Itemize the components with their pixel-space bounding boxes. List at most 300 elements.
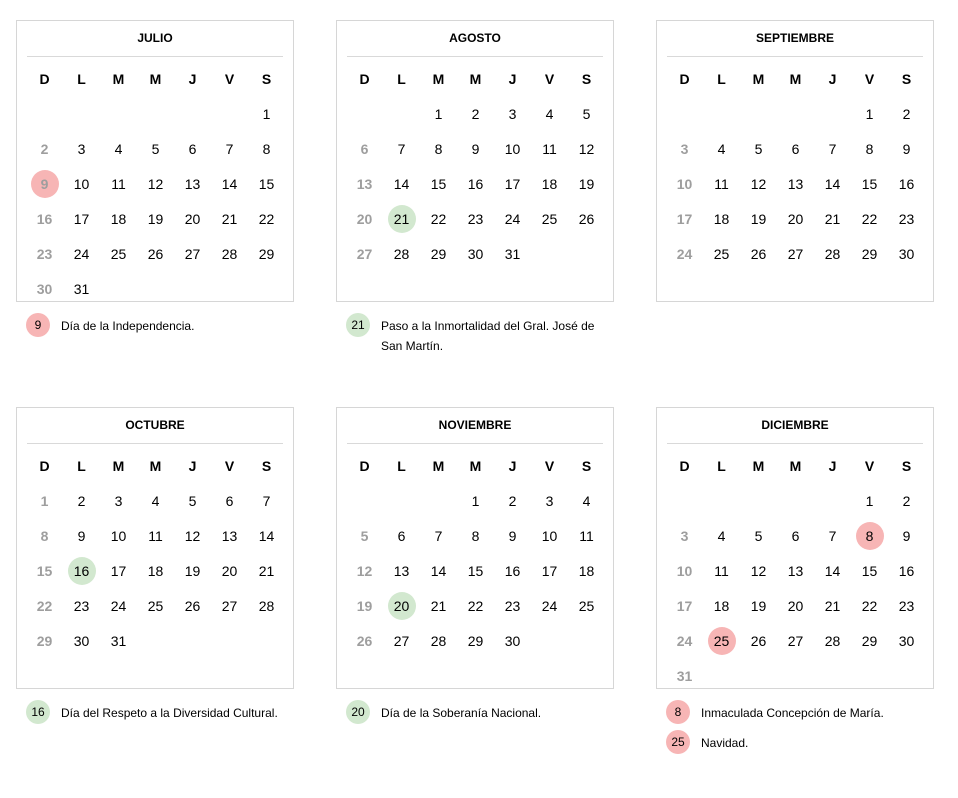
day-cell bbox=[740, 588, 777, 623]
day-number: 11 bbox=[111, 175, 126, 192]
day-number: 24 bbox=[676, 632, 693, 649]
day-cell bbox=[814, 553, 851, 588]
day-number: 1 bbox=[434, 105, 443, 122]
day-number: 18 bbox=[110, 210, 127, 227]
day-cell bbox=[26, 483, 63, 518]
day-number: 13 bbox=[356, 175, 373, 192]
legend-day-badge: 9 bbox=[26, 313, 50, 337]
day-cell bbox=[26, 96, 63, 131]
day-cell bbox=[703, 96, 740, 131]
day-number: 1 bbox=[262, 105, 271, 122]
day-number: 2 bbox=[902, 492, 911, 509]
day-number: 14 bbox=[221, 175, 238, 192]
day-cell bbox=[666, 236, 703, 271]
day-cell bbox=[100, 518, 137, 553]
week-row bbox=[666, 166, 925, 201]
day-number: 17 bbox=[541, 562, 558, 579]
day-number: 14 bbox=[430, 562, 447, 579]
day-number: 21 bbox=[824, 210, 841, 227]
day-number: 3 bbox=[77, 140, 86, 157]
day-cell bbox=[100, 588, 137, 623]
holiday-day-number: 20 bbox=[388, 592, 416, 620]
day-number: 22 bbox=[258, 210, 275, 227]
day-number: 9 bbox=[77, 527, 86, 544]
day-cell bbox=[420, 588, 457, 623]
day-number: 5 bbox=[151, 140, 160, 157]
day-cell bbox=[888, 553, 925, 588]
day-cell bbox=[420, 483, 457, 518]
day-number: 21 bbox=[258, 562, 275, 579]
weekday-header: D bbox=[359, 457, 370, 474]
day-number: 6 bbox=[397, 527, 406, 544]
day-number: 28 bbox=[824, 632, 841, 649]
weekday-header: J bbox=[508, 70, 517, 87]
day-cell bbox=[63, 201, 100, 236]
weekday-header: M bbox=[752, 70, 765, 87]
day-cell bbox=[740, 483, 777, 518]
day-number: 28 bbox=[258, 597, 275, 614]
day-number: 19 bbox=[184, 562, 201, 579]
day-number: 21 bbox=[430, 597, 447, 614]
day-number: 29 bbox=[258, 245, 275, 262]
day-cell bbox=[420, 131, 457, 166]
day-cell bbox=[703, 201, 740, 236]
weekday-header-row bbox=[666, 448, 925, 483]
legend-item bbox=[26, 313, 286, 337]
week-row bbox=[26, 553, 285, 588]
weekday-header: M bbox=[469, 70, 482, 87]
day-number: 30 bbox=[898, 245, 915, 262]
holiday-day-number: 9 bbox=[31, 170, 59, 198]
day-number: 4 bbox=[582, 492, 591, 509]
days-grid bbox=[346, 61, 605, 271]
day-number: 22 bbox=[430, 210, 447, 227]
day-cell bbox=[568, 518, 605, 553]
day-cell bbox=[740, 96, 777, 131]
weekday-header: D bbox=[359, 70, 370, 87]
day-number: 24 bbox=[676, 245, 693, 262]
day-number: 24 bbox=[504, 210, 521, 227]
weekday-header: S bbox=[261, 70, 272, 87]
day-number: 13 bbox=[787, 562, 804, 579]
day-cell bbox=[888, 131, 925, 166]
day-cell bbox=[568, 588, 605, 623]
weekday-header: M bbox=[149, 457, 162, 474]
day-cell bbox=[383, 236, 420, 271]
day-number: 13 bbox=[221, 527, 238, 544]
holiday-legend bbox=[666, 700, 926, 760]
day-cell bbox=[457, 553, 494, 588]
day-cell bbox=[494, 166, 531, 201]
day-cell bbox=[777, 518, 814, 553]
day-number: 1 bbox=[471, 492, 480, 509]
weekday-header: J bbox=[188, 70, 197, 87]
day-cell bbox=[211, 131, 248, 166]
day-number: 20 bbox=[221, 562, 238, 579]
day-number: 30 bbox=[73, 632, 90, 649]
day-number: 22 bbox=[36, 597, 53, 614]
day-cell bbox=[346, 588, 383, 623]
day-cell bbox=[666, 166, 703, 201]
day-number: 9 bbox=[508, 527, 517, 544]
day-number: 27 bbox=[356, 245, 373, 262]
holiday-legend bbox=[346, 313, 606, 362]
weekday-header: S bbox=[261, 457, 272, 474]
day-number: 9 bbox=[902, 140, 911, 157]
day-cell bbox=[137, 201, 174, 236]
weekday-header: M bbox=[469, 457, 482, 474]
day-cell bbox=[26, 623, 63, 658]
day-number: 28 bbox=[824, 245, 841, 262]
day-number: 20 bbox=[787, 597, 804, 614]
day-cell bbox=[63, 131, 100, 166]
day-number: 28 bbox=[393, 245, 410, 262]
day-number: 31 bbox=[73, 280, 90, 297]
week-row bbox=[666, 553, 925, 588]
day-number: 11 bbox=[714, 562, 729, 579]
week-row bbox=[666, 658, 925, 693]
week-row bbox=[26, 588, 285, 623]
legend-text: Paso a la Inmortalidad del Gral. José de San Martín. bbox=[381, 319, 595, 353]
day-cell bbox=[211, 483, 248, 518]
day-number: 6 bbox=[791, 140, 800, 157]
weekday-header: V bbox=[864, 457, 875, 474]
day-cell bbox=[703, 658, 740, 693]
day-cell bbox=[383, 553, 420, 588]
day-cell bbox=[851, 236, 888, 271]
day-number: 11 bbox=[579, 527, 594, 544]
day-cell bbox=[174, 96, 211, 131]
day-cell bbox=[211, 271, 248, 306]
day-cell bbox=[703, 623, 740, 658]
day-number: 14 bbox=[393, 175, 410, 192]
day-number: 15 bbox=[861, 562, 878, 579]
day-number: 2 bbox=[40, 140, 49, 157]
day-cell bbox=[100, 483, 137, 518]
day-cell bbox=[137, 553, 174, 588]
day-number: 23 bbox=[504, 597, 521, 614]
day-number: 13 bbox=[393, 562, 410, 579]
legend-day-badge: 16 bbox=[26, 700, 50, 724]
day-cell bbox=[174, 166, 211, 201]
day-number: 28 bbox=[430, 632, 447, 649]
day-cell bbox=[740, 166, 777, 201]
day-number: 3 bbox=[508, 105, 517, 122]
day-number: 26 bbox=[147, 245, 164, 262]
weekday-header: M bbox=[112, 457, 125, 474]
legend-text: Día de la Soberanía Nacional. bbox=[381, 706, 542, 720]
month-calendar-noviembre bbox=[336, 407, 614, 689]
day-cell bbox=[248, 483, 285, 518]
day-cell bbox=[888, 96, 925, 131]
days-grid bbox=[26, 61, 285, 306]
day-number: 17 bbox=[73, 210, 90, 227]
day-cell bbox=[383, 166, 420, 201]
day-cell bbox=[137, 96, 174, 131]
day-number: 7 bbox=[225, 140, 234, 157]
day-cell bbox=[137, 236, 174, 271]
day-cell bbox=[666, 623, 703, 658]
day-cell bbox=[531, 553, 568, 588]
week-row bbox=[26, 201, 285, 236]
day-cell bbox=[137, 483, 174, 518]
day-cell bbox=[814, 483, 851, 518]
day-number: 8 bbox=[865, 140, 874, 157]
day-number: 12 bbox=[578, 140, 595, 157]
legend-item bbox=[26, 700, 286, 724]
day-cell bbox=[63, 483, 100, 518]
day-cell bbox=[740, 236, 777, 271]
day-cell bbox=[346, 623, 383, 658]
legend-text: Día del Respeto a la Diversidad Cultural. bbox=[61, 706, 278, 720]
day-cell bbox=[100, 553, 137, 588]
day-cell bbox=[346, 483, 383, 518]
day-number: 29 bbox=[467, 632, 484, 649]
day-number: 30 bbox=[467, 245, 484, 262]
day-number: 2 bbox=[902, 105, 911, 122]
day-number: 17 bbox=[676, 597, 693, 614]
day-cell bbox=[851, 483, 888, 518]
day-cell bbox=[248, 236, 285, 271]
day-cell bbox=[814, 658, 851, 693]
day-cell bbox=[26, 518, 63, 553]
week-row bbox=[346, 201, 605, 236]
day-cell bbox=[703, 166, 740, 201]
day-number: 24 bbox=[110, 597, 127, 614]
week-row bbox=[26, 236, 285, 271]
day-cell bbox=[666, 553, 703, 588]
day-number: 6 bbox=[791, 527, 800, 544]
day-cell bbox=[26, 553, 63, 588]
day-cell bbox=[666, 96, 703, 131]
day-cell bbox=[248, 201, 285, 236]
month-title: OCTUBRE bbox=[27, 408, 283, 444]
day-number: 20 bbox=[184, 210, 201, 227]
weekday-header: L bbox=[77, 70, 86, 87]
day-cell bbox=[814, 131, 851, 166]
legend-item bbox=[666, 700, 926, 724]
day-number: 30 bbox=[36, 280, 53, 297]
day-number: 10 bbox=[541, 527, 558, 544]
day-cell bbox=[568, 166, 605, 201]
day-cell bbox=[777, 553, 814, 588]
day-cell bbox=[174, 236, 211, 271]
day-number: 26 bbox=[750, 632, 767, 649]
day-number: 21 bbox=[824, 597, 841, 614]
day-cell bbox=[494, 96, 531, 131]
day-number: 10 bbox=[504, 140, 521, 157]
day-cell bbox=[494, 131, 531, 166]
week-row bbox=[346, 131, 605, 166]
weekday-header: M bbox=[789, 457, 802, 474]
days-grid bbox=[26, 448, 285, 658]
day-number: 10 bbox=[676, 175, 693, 192]
day-cell bbox=[851, 518, 888, 553]
day-number: 20 bbox=[356, 210, 373, 227]
legend-day-badge: 20 bbox=[346, 700, 370, 724]
day-number: 12 bbox=[750, 175, 767, 192]
day-cell bbox=[26, 271, 63, 306]
weekday-header: L bbox=[717, 457, 726, 474]
day-cell bbox=[703, 588, 740, 623]
day-number: 3 bbox=[680, 140, 689, 157]
weekday-header-row bbox=[346, 448, 605, 483]
weekday-header: L bbox=[77, 457, 86, 474]
day-number: 18 bbox=[713, 210, 730, 227]
day-cell bbox=[777, 483, 814, 518]
week-row bbox=[346, 96, 605, 131]
day-cell bbox=[420, 96, 457, 131]
day-number: 1 bbox=[865, 105, 874, 122]
weekday-header: L bbox=[717, 70, 726, 87]
day-cell bbox=[248, 96, 285, 131]
day-number: 2 bbox=[471, 105, 480, 122]
weekday-header: L bbox=[397, 457, 406, 474]
day-cell bbox=[531, 483, 568, 518]
day-cell bbox=[568, 483, 605, 518]
day-cell bbox=[531, 201, 568, 236]
month-calendar-diciembre bbox=[656, 407, 934, 689]
day-cell bbox=[666, 658, 703, 693]
day-number: 17 bbox=[504, 175, 521, 192]
day-cell bbox=[888, 483, 925, 518]
day-cell bbox=[100, 201, 137, 236]
day-cell bbox=[457, 96, 494, 131]
day-cell bbox=[420, 201, 457, 236]
month-title: SEPTIEMBRE bbox=[667, 21, 923, 57]
weekday-header: V bbox=[544, 457, 555, 474]
day-number: 12 bbox=[356, 562, 373, 579]
day-cell bbox=[174, 588, 211, 623]
day-cell bbox=[531, 623, 568, 658]
holiday-day-number: 21 bbox=[388, 205, 416, 233]
holiday-day-number: 8 bbox=[856, 522, 884, 550]
day-cell bbox=[457, 131, 494, 166]
day-number: 11 bbox=[714, 175, 729, 192]
day-number: 15 bbox=[258, 175, 275, 192]
day-cell bbox=[248, 588, 285, 623]
day-cell bbox=[137, 166, 174, 201]
day-cell bbox=[888, 588, 925, 623]
day-number: 19 bbox=[578, 175, 595, 192]
day-cell bbox=[100, 623, 137, 658]
day-cell bbox=[740, 201, 777, 236]
day-number: 30 bbox=[898, 632, 915, 649]
day-cell bbox=[666, 201, 703, 236]
day-number: 7 bbox=[262, 492, 271, 509]
week-row bbox=[26, 518, 285, 553]
day-number: 7 bbox=[397, 140, 406, 157]
day-cell bbox=[100, 271, 137, 306]
day-cell bbox=[851, 588, 888, 623]
day-cell bbox=[420, 166, 457, 201]
day-number: 5 bbox=[360, 527, 369, 544]
day-cell bbox=[137, 131, 174, 166]
day-cell bbox=[346, 201, 383, 236]
day-cell bbox=[777, 166, 814, 201]
day-number: 5 bbox=[188, 492, 197, 509]
day-cell bbox=[63, 271, 100, 306]
weekday-header: V bbox=[544, 70, 555, 87]
day-number: 7 bbox=[434, 527, 443, 544]
day-cell bbox=[457, 236, 494, 271]
day-cell bbox=[703, 131, 740, 166]
week-row bbox=[346, 483, 605, 518]
day-cell bbox=[211, 236, 248, 271]
day-cell bbox=[494, 483, 531, 518]
holiday-legend bbox=[346, 700, 606, 730]
day-cell bbox=[851, 553, 888, 588]
day-cell bbox=[777, 588, 814, 623]
legend-text: Inmaculada Concepción de María. bbox=[701, 706, 884, 720]
day-number: 15 bbox=[36, 562, 53, 579]
day-cell bbox=[63, 518, 100, 553]
weekday-header: S bbox=[581, 70, 592, 87]
week-row bbox=[346, 623, 605, 658]
month-calendar-agosto bbox=[336, 20, 614, 302]
day-cell bbox=[26, 588, 63, 623]
day-cell bbox=[174, 201, 211, 236]
day-cell bbox=[26, 201, 63, 236]
day-cell bbox=[174, 131, 211, 166]
legend-item bbox=[346, 700, 606, 724]
day-cell bbox=[703, 518, 740, 553]
day-number: 12 bbox=[184, 527, 201, 544]
day-cell bbox=[420, 553, 457, 588]
days-grid bbox=[666, 61, 925, 271]
day-number: 18 bbox=[147, 562, 164, 579]
day-number: 11 bbox=[148, 527, 163, 544]
day-cell bbox=[568, 236, 605, 271]
week-row bbox=[346, 588, 605, 623]
day-number: 18 bbox=[541, 175, 558, 192]
day-number: 26 bbox=[356, 632, 373, 649]
weekday-header: M bbox=[752, 457, 765, 474]
day-cell bbox=[740, 518, 777, 553]
day-number: 5 bbox=[754, 140, 763, 157]
day-cell bbox=[211, 623, 248, 658]
day-cell bbox=[346, 518, 383, 553]
day-cell bbox=[851, 131, 888, 166]
day-number: 16 bbox=[898, 175, 915, 192]
weekday-header-row bbox=[26, 448, 285, 483]
day-number: 27 bbox=[221, 597, 238, 614]
days-grid bbox=[666, 448, 925, 693]
day-number: 8 bbox=[434, 140, 443, 157]
day-cell bbox=[777, 201, 814, 236]
weekday-header: M bbox=[112, 70, 125, 87]
day-cell bbox=[346, 236, 383, 271]
day-number: 18 bbox=[713, 597, 730, 614]
day-number: 8 bbox=[262, 140, 271, 157]
day-cell bbox=[531, 518, 568, 553]
day-number: 7 bbox=[828, 527, 837, 544]
day-number: 22 bbox=[467, 597, 484, 614]
day-number: 19 bbox=[750, 597, 767, 614]
day-number: 29 bbox=[430, 245, 447, 262]
day-cell bbox=[383, 588, 420, 623]
day-number: 31 bbox=[676, 667, 693, 684]
day-cell bbox=[137, 271, 174, 306]
day-cell bbox=[814, 623, 851, 658]
day-cell bbox=[851, 658, 888, 693]
weekday-header: D bbox=[39, 70, 50, 87]
day-number: 15 bbox=[467, 562, 484, 579]
day-cell bbox=[814, 588, 851, 623]
day-cell bbox=[494, 588, 531, 623]
day-cell bbox=[703, 483, 740, 518]
day-cell bbox=[420, 623, 457, 658]
